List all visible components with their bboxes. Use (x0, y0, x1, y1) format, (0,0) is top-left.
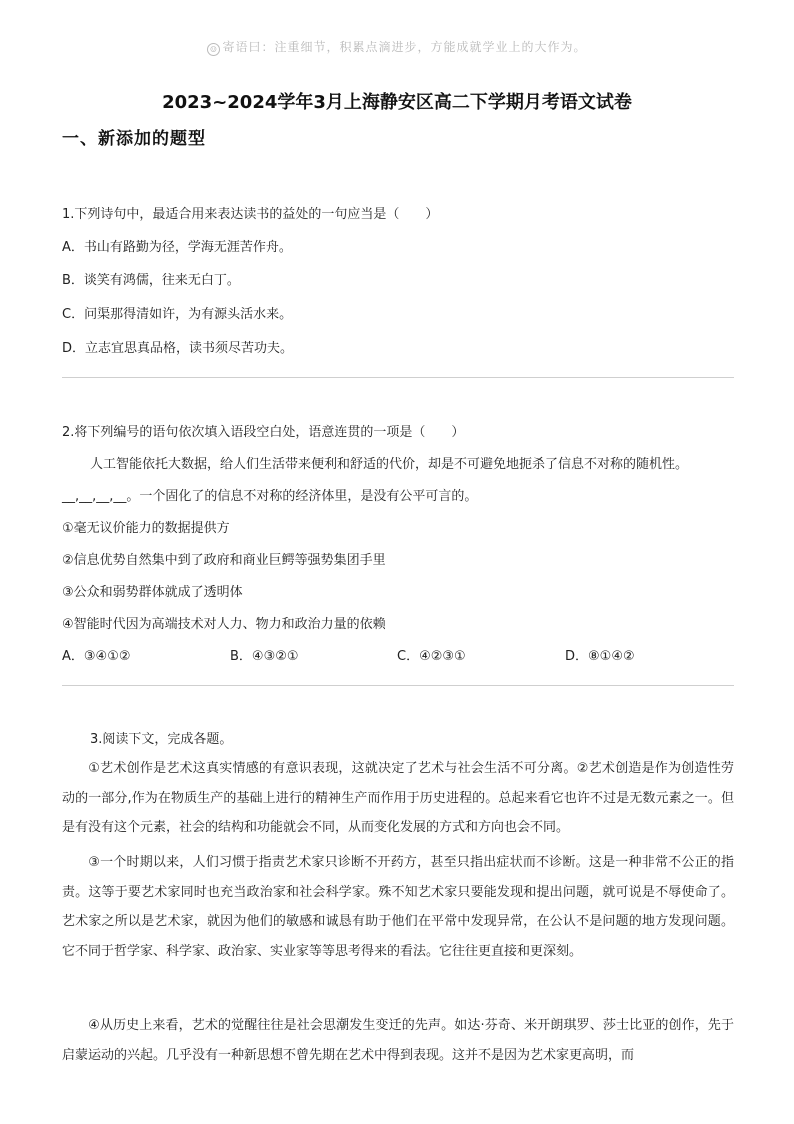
question-1-option-a: A．书山有路勤为径，学海无涯苦作舟。 (62, 240, 292, 255)
question-2-stem: 2.将下列编号的语句依次填入语段空白处，语意连贯的一项是（ ） (62, 425, 465, 440)
question-2-option-c: C．④②③① (397, 649, 466, 664)
question-1-option-c: C．问渠那得清如许，为有源头活水来。 (62, 307, 293, 322)
smile-icon: ☺ (207, 43, 220, 56)
question-1-stem: 1.下列诗句中，最适合用来表达读书的益处的一句应当是（ ） (62, 207, 439, 222)
question-2-item-4: ④智能时代因为高端技术对人力、物力和政治力量的依赖 (62, 617, 386, 632)
paragraph-text: ④从历史上来看，艺术的觉醒往往是社会思潮发生变迁的先声。如达·芬奇、米开朗琪罗、莎士比亚的创作，先于启蒙运动的兴起。几乎没有一种新思想不曾先期在艺术中得到表现。这并不是因为艺术家更高明，而 (62, 1018, 734, 1063)
question-2-passage-line-2: __,__,__,__。一个固化了的信息不对称的经济体里，是没有公平可言的。 (62, 489, 478, 504)
motto-text: 寄语曰：注重细节，积累点滴进步，方能成就学业上的大作为。 (222, 40, 587, 54)
paragraph-text: ①艺术创作是艺术这真实情感的有意识表现，这就决定了艺术与社会生活不可分离。②艺术创造是作为创造性劳动的一部分,作为在物质生产的基础上进行的精神生产而作用于历史进程的。总起来看它也许不过是无数元素之一。但是有没有这个元素，社会的结构和功能就会不同，从而变化发展的方式和方向也会不同。 (62, 761, 734, 835)
question-3-paragraph-2 (62, 848, 734, 966)
question-divider (62, 377, 734, 378)
question-2-item-2: ②信息优势自然集中到了政府和商业巨鳄等强势集团手里 (62, 553, 386, 568)
question-2-option-a: A．③④①② (62, 649, 131, 664)
question-2-option-b: B．④③②① (230, 649, 299, 664)
section-heading: 一、新添加的题型 (62, 129, 206, 149)
question-1-option-b: B．谈笑有鸿儒，往来无白丁。 (62, 273, 240, 288)
page-title: 2023~2024学年3月上海静安区高二下学期月考语文试卷 (162, 92, 632, 113)
paragraph-text: ③一个时期以来，人们习惯于指责艺术家只诊断不开药方，甚至只指出症状而不诊断。这是一种非常不公正的指责。这等于要艺术家同时也充当政治家和社会科学家。殊不知艺术家只要能发现和提出问题，就可说是不辱使命了。艺术家之所以是艺术家，就因为他们的敏感和诚恳有助于他们在平常中发现异常，在公认不是问题的地方发现问题。它不同于哲学家、科学家、政治家、实业家等等思考得来的看法。它往往更直接和更深刻。 (62, 855, 734, 959)
question-divider (62, 685, 734, 686)
question-3-stem: 3.阅读下文，完成各题。 (90, 732, 233, 747)
question-2-item-1: ①毫无议价能力的数据提供方 (62, 521, 230, 536)
question-2-option-d: D．⑧①④② (565, 649, 635, 664)
question-2-passage-line-1: 人工智能依托大数据，给人们生活带来便利和舒适的代价，却是不可避免地扼杀了信息不对称的随机性。 (90, 457, 689, 472)
question-1-option-d: D．立志宜思真品格，读书须尽苦功夫。 (62, 341, 294, 356)
page-motto (0, 38, 794, 56)
question-3-paragraph-3 (62, 1011, 734, 1070)
question-2-item-3: ③公众和弱势群体就成了透明体 (62, 585, 243, 600)
question-3-paragraph-1 (62, 754, 734, 843)
